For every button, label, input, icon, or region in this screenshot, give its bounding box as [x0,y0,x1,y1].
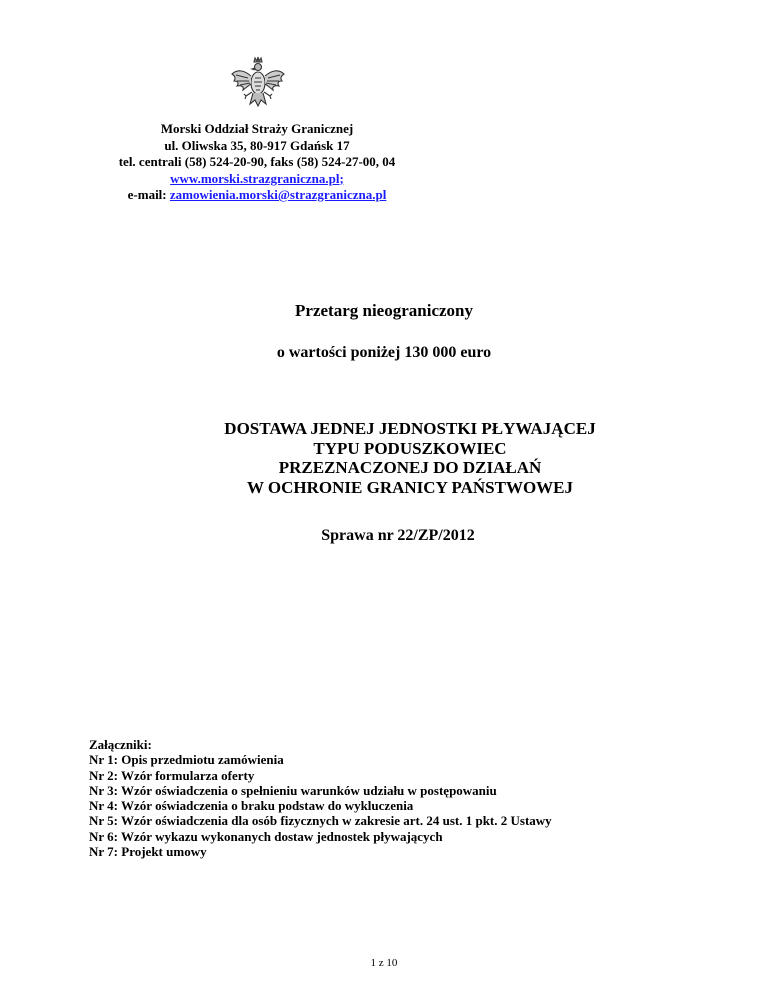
organization-address: ul. Oliwska 35, 80-917 Gdańsk 17 [164,137,350,153]
tender-value-note: o wartości poniżej 130 000 euro [276,344,492,361]
tender-title [26,419,768,497]
attachment-item: Nr 5: Wzór oświadczenia dla osób fizycznych w zakresie art. 24 ust. 1 pkt. 2 Ustawy [89,813,552,829]
attachment-item: Nr 4: Wzór oświadczenia o braku podstaw do wykluczenia [89,798,414,814]
website-line [70,171,444,188]
attachment-item: Nr 3: Wzór oświadczenia o spełnieniu warunków udziału w postępowaniu [89,782,497,798]
attachment-item: Nr 6: Wzór wykazu wykonanych dostaw jednostek pływających [89,828,443,844]
tender-title-line: W OCHRONIE GRANICY PAŃSTWOWEJ [246,477,574,497]
organization-name: Morski Oddział Straży Granicznej [160,121,354,136]
email-line [70,187,444,204]
attachment-item: Nr 2: Wzór formularza oferty [89,767,255,783]
tender-title-line: PRZEZNACZONEJ DO DZIAŁAŃ [278,458,542,477]
polish-eagle-emblem [228,56,288,116]
email-link[interactable]: zamowienia.morski@strazgraniczna.pl [169,187,387,202]
website-suffix: ; [339,170,344,186]
organization-header [70,121,444,204]
tender-type: Przetarg nieograniczony [295,301,473,320]
attachments-list [89,737,552,859]
page-number: 1 z 10 [370,957,398,969]
email-label: e-mail: [127,187,170,202]
tender-title-line: DOSTAWA JEDNEJ JEDNOSTKI PŁYWAJĄCEJ [224,419,596,438]
website-link[interactable]: www.morski.strazgraniczna.pl [170,170,340,186]
attachment-item: Nr 1: Opis przedmiotu zamówienia [89,752,284,768]
tender-title-line: TYPU PODUSZKOWIEC [313,438,507,458]
attachments-heading: Załączniki: [89,737,152,752]
case-number: Sprawa nr 22/ZP/2012 [321,527,475,544]
organization-phones: tel. centrali (58) 524-20-90, faks (58) 524-27-00, 04 [118,154,396,169]
attachment-item: Nr 7: Projekt umowy [89,844,207,860]
